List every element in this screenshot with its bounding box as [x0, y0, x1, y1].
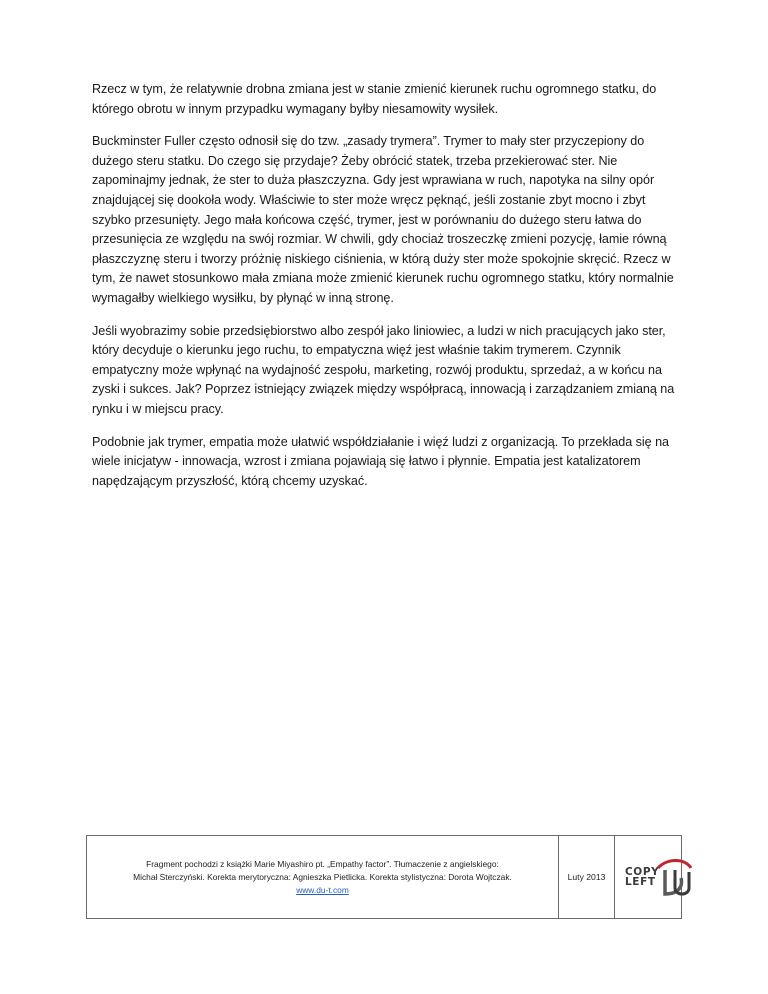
paragraph-3: Jeśli wyobrazimy sobie przedsiębiorstwo albo zespół jako liniowiec, a ludzi w nich pracujących jako ster, który decyduje o kierunku jego ruchu, to empatyczna więź jest właśnie takim trymerem. Czynnik empatyczny może wpłynąć na wydajność zespołu, marketing, rozwój produktu, sprzedaż, a w końcu na zyski i sukces. Jak? Poprzez istniejący związek między współpracą, innowacją i zarządzaniem zmianą na rynku i w miejscu pracy.	[92, 323, 675, 416]
copyleft-logo-text	[625, 866, 660, 888]
document-body	[92, 80, 682, 504]
footer-logo-cell	[615, 836, 681, 918]
credits-line-2: Michał Sterczyński. Korekta merytoryczna: Agnieszka Pietlicka. Korekta stylistyczna: Dorota Wojtczak.	[133, 871, 512, 882]
website-link[interactable]: www.du-t.com	[296, 884, 349, 895]
footer-credits-cell	[87, 836, 559, 918]
paragraph-1: Rzecz w tym, że relatywnie drobna zmiana jest w stanie zmienić kierunek ruchu ogromnego statku, do którego obrotu w innym przypadku wymagany byłby niesamowity wysiłek.	[92, 82, 657, 116]
logo-line-1: COPY	[625, 866, 660, 878]
logo-line-2: LEFT	[625, 876, 656, 888]
footer-date-cell	[559, 836, 615, 918]
footer-table	[86, 835, 682, 919]
paragraph-2: Buckminster Fuller często odnosił się do tzw. „zasady trymera”. Trymer to mały ster przyczepiony do dużego steru statku. Do czego się przydaje? Żeby obrócić statek, trzeba przekierować ster. Nie zapominajmy jednak, że ster to duża płaszczyzna. Gdy jest wprawiana w ruch, napotyka na silny opór znajdującej się dookoła wody. Właściwie to ster może wręcz pęknąć, jeśli zostanie zbyt mocno i zbyt szybko przesunięty. Jego mała końcowa część, trymer, jest w porównaniu do dużego steru łatwa do przesunięcia ze względu na swój rozmiar. W chwili, gdy chociaż troszeczkę zmieni pozycję, łamie równą płaszczyznę steru i tworzy próżnię niskiego ciśnienia, w którą duży ster może spokojnie skręcić. Rzecz w tym, że nawet stosunkowo mała zmiana może zmienić kierunek ruchu ogromnego statku, który normalnie wymagałby wielkiego wysiłku, by płynąć w inną stronę.	[92, 134, 674, 305]
publication-date: Luty 2013	[567, 872, 606, 882]
du-logo-icon	[655, 854, 695, 900]
credits-line-1: Fragment pochodzi z książki Marie Miyashiro pt. „Empathy factor”. Tłumaczenie z angielskiego:	[146, 858, 499, 869]
paragraph-4: Podobnie jak trymer, empatia może ułatwić współdziałanie i więź ludzi z organizacją. To przekłada się na wiele inicjatyw - innowacja, wzrost i zmiana pojawiają się łatwo i płynnie. Empatia jest katalizatorem napędzającym przyszłość, którą chcemy uzyskać.	[92, 434, 669, 488]
